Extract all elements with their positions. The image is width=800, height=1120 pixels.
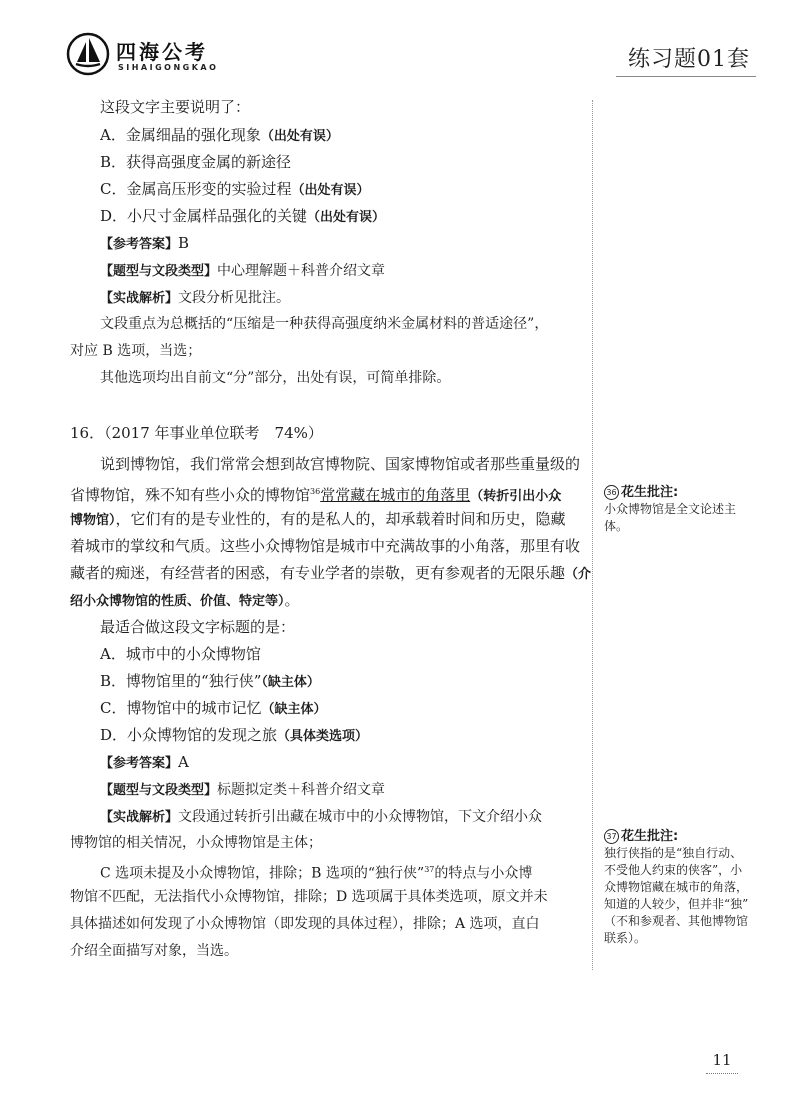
note-37-line-1: 独行侠指的是“独自行动、 — [604, 846, 743, 860]
q15-stem: 这段文字主要说明了： — [100, 98, 251, 116]
note-36-title-text: 花生批注: — [621, 485, 679, 500]
note-36-line-1: 小众博物馆是全文论述主 — [604, 502, 737, 516]
note-36-title — [604, 481, 678, 500]
note-36-number: 36 — [604, 485, 619, 500]
q15-analysis-value: 文段分析见批注。 — [178, 290, 291, 306]
note-36-line-2: 体。 — [604, 519, 629, 533]
q16-option-a: A．城市中的小众博物馆 — [100, 645, 261, 663]
note-ref-37: 37 — [424, 865, 435, 874]
header-rule — [616, 76, 756, 77]
q15-explanation-3: 其他选项均出自前文“分”部分，出处有误，可简单排除。 — [100, 370, 451, 386]
q15-option-c-note: （出处有误） — [291, 183, 370, 198]
q16-option-b-text: B．博物馆里的“独行侠” — [100, 672, 262, 690]
q15-analysis-label: 【实战解析】 — [100, 291, 179, 306]
q15-explanation-2: 对应 B 选项，当选； — [70, 343, 202, 359]
note-ref-36: 36 — [310, 487, 321, 496]
note-37-line-3: 众博物馆藏在城市的角落， — [604, 880, 749, 894]
q16-para-annotation-end: 博物馆） — [70, 513, 116, 528]
q15-option-c — [100, 179, 370, 201]
q16-para-line-1: 说到博物馆，我们常常会想到故宫博物院、国家博物馆或者那些重量级的 — [100, 455, 581, 473]
q16-analysis-value: 文段通过转折引出藏在城市中的小众博物馆，下文介绍小众 — [178, 809, 543, 825]
q16-type-label: 【题型与文段类型】 — [100, 783, 218, 798]
q16-para-annotation-2-end: 绍小众博物馆的性质、价值、特定等） — [70, 594, 285, 609]
q16-option-b-note: （缺主体） — [261, 675, 320, 690]
q16-para-seg: ，它们有的是专业性的，有的是私人的，却承载着时间和历史，隐藏 — [115, 510, 566, 528]
q16-para-line-4: 着城市的掌纹和气质。这些小众博物馆是城市中充满故事的小角落，那里有收 — [70, 537, 581, 555]
q15-type-value: 中心理解题＋科普介绍文章 — [217, 263, 386, 279]
q16-header: 16．（2017 年事业单位联考 74%） — [70, 424, 323, 442]
logo — [66, 32, 219, 78]
q16-explanation-3: 物馆不匹配，无法指代小众博物馆，排除；D 选项属于具体类选项，原文并未 — [70, 889, 548, 905]
q16-para-annotation: （转折引出小众 — [470, 489, 562, 504]
q16-para-line-5 — [70, 563, 591, 585]
q16-option-d-text: D．小众博物馆的发现之旅 — [100, 726, 278, 744]
q15-option-d-text: D．小尺寸金属样品强化的关键 — [100, 207, 308, 225]
q16-analysis — [100, 806, 542, 828]
q16-para-line-2 — [70, 482, 561, 507]
q16-para-line-6 — [70, 590, 300, 612]
q16-explanation-2a: C 选项未提及小众博物馆，排除；B 选项的“独行侠” — [100, 865, 425, 882]
set-title: 练习题01套 — [628, 47, 750, 72]
page-number: 11 — [706, 1047, 738, 1074]
note-37-line-2: 不受他人约束的侠客”，小 — [604, 863, 743, 877]
logo-english: SIHAIGONGKAO — [118, 63, 219, 72]
q15-answer-value: B — [178, 234, 190, 252]
q15-option-b: B．获得高强度金属的新途径 — [100, 153, 292, 171]
q15-analysis — [100, 287, 290, 309]
q16-para-underline: 常常藏在城市的角落里 — [320, 486, 471, 504]
q16-explanation-2 — [100, 860, 532, 884]
q16-para-seg: 藏者的痴迷，有经营者的困惑，有专业学者的崇敬，更有参观者的无限乐趣 — [70, 564, 566, 582]
q16-option-d — [100, 725, 368, 747]
q16-option-b — [100, 671, 320, 693]
q15-type-label: 【题型与文段类型】 — [100, 264, 218, 279]
q16-answer — [100, 752, 189, 774]
q15-type — [100, 260, 385, 282]
q16-para-seg: 省博物馆，殊不知有些小众的博物馆 — [70, 486, 311, 504]
q16-option-c — [100, 698, 327, 720]
q16-type-value: 标题拟定类＋科普介绍文章 — [217, 782, 386, 798]
note-37-line-4: 知道的人较少，但并非“独” — [604, 897, 749, 911]
sailboat-logo-icon — [66, 32, 110, 76]
q16-option-c-text: C．博物馆中的城市记忆 — [100, 699, 262, 717]
note-37-line-5: （不和参观者、其他博物馆 — [604, 914, 749, 928]
q16-answer-value: A — [178, 753, 189, 771]
q15-option-d-note: （出处有误） — [307, 210, 386, 225]
q16-explanation-2b: 的特点与小众博 — [434, 865, 533, 882]
q15-option-d — [100, 206, 385, 228]
q15-answer-label: 【参考答案】 — [100, 237, 179, 252]
q16-para-period: 。 — [284, 591, 300, 609]
q16-option-d-note: （具体类选项） — [277, 729, 369, 744]
q16-explanation-4: 具体描述如何发现了小众博物馆（即发现的具体过程），排除；A 选项，直白 — [70, 916, 540, 932]
q16-para-line-3 — [70, 509, 566, 531]
q16-option-c-note: （缺主体） — [261, 702, 327, 717]
q16-analysis-label: 【实战解析】 — [100, 810, 179, 825]
q15-option-a-note: （出处有误） — [260, 129, 339, 144]
q16-para-annotation-2: （介 — [565, 567, 592, 582]
note-37-title — [604, 825, 678, 844]
q15-option-a — [100, 125, 339, 147]
logo-chinese: 四海公考 — [116, 40, 208, 64]
q16-answer-label: 【参考答案】 — [100, 756, 179, 771]
note-37-title-text: 花生批注: — [621, 829, 679, 844]
q15-option-c-text: C．金属高压形变的实验过程 — [100, 180, 292, 198]
note-37-line-6: 联系）。 — [604, 931, 647, 945]
note-37-number: 37 — [604, 829, 619, 844]
q15-answer — [100, 233, 189, 255]
q16-stem: 最适合做这段文字标题的是： — [100, 618, 296, 636]
q16-type — [100, 779, 385, 801]
q16-explanation-1: 博物馆的相关情况，小众博物馆是主体； — [70, 835, 322, 851]
q16-explanation-5: 介绍全面描写对象，当选。 — [70, 943, 238, 959]
q15-explanation-1: 文段重点为总概括的“压缩是一种获得高强度纳米金属材料的普适途径”， — [100, 316, 549, 332]
margin-divider — [592, 100, 593, 970]
q15-option-a-text: A．金属细晶的强化现象 — [100, 126, 261, 144]
